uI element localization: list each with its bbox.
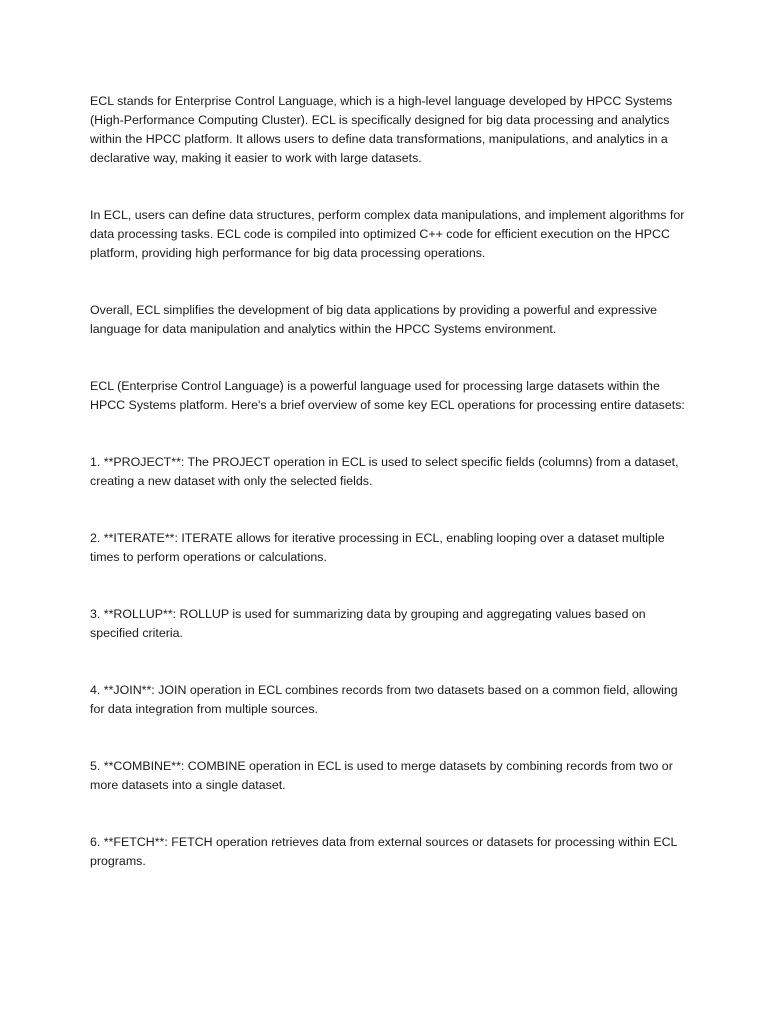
list-item-rollup: 3. **ROLLUP**: ROLLUP is used for summarizing data by grouping and aggregating values based on specified criteria.	[90, 607, 646, 640]
paragraph-ecl-overview: ECL (Enterprise Control Language) is a powerful language used for processing large datasets within the HPCC Systems platform. Here's a brief overview of some key ECL operations for processing entire datasets:	[90, 379, 685, 412]
list-item-join: 4. **JOIN**: JOIN operation in ECL combines records from two datasets based on a common field, allowing for data integration from multiple sources.	[90, 683, 678, 716]
list-item-fetch: 6. **FETCH**: FETCH operation retrieves data from external sources or datasets for processing within ECL programs.	[90, 835, 677, 868]
paragraph-ecl-definition: ECL stands for Enterprise Control Language, which is a high-level language developed by HPCC Systems (High-Performance Computing Cluster). ECL is specifically designed for big data processing and analytics within the HPCC platform. It allows users to define data transformations, manipulations, and analytics in a declarative way, making it easier to work with large datasets.	[90, 94, 673, 165]
paragraph-ecl-capabilities: In ECL, users can define data structures, perform complex data manipulations, and implement algorithms for data processing tasks. ECL code is compiled into optimized C++ code for efficient execution on the HPCC platform, providing high performance for big data processing operations.	[90, 208, 685, 260]
list-item-iterate: 2. **ITERATE**: ITERATE allows for iterative processing in ECL, enabling looping over a dataset multiple times to perform operations or calculations.	[90, 531, 665, 564]
list-item-project: 1. **PROJECT**: The PROJECT operation in ECL is used to select specific fields (columns) from a dataset, creating a new dataset with only the selected fields.	[90, 455, 679, 488]
list-item-combine: 5. **COMBINE**: COMBINE operation in ECL is used to merge datasets by combining records from two or more datasets into a single dataset.	[90, 759, 673, 792]
document-body	[90, 92, 686, 871]
paragraph-ecl-overall: Overall, ECL simplifies the development of big data applications by providing a powerful and expressive language for data manipulation and analytics within the HPCC Systems environment.	[90, 303, 658, 336]
